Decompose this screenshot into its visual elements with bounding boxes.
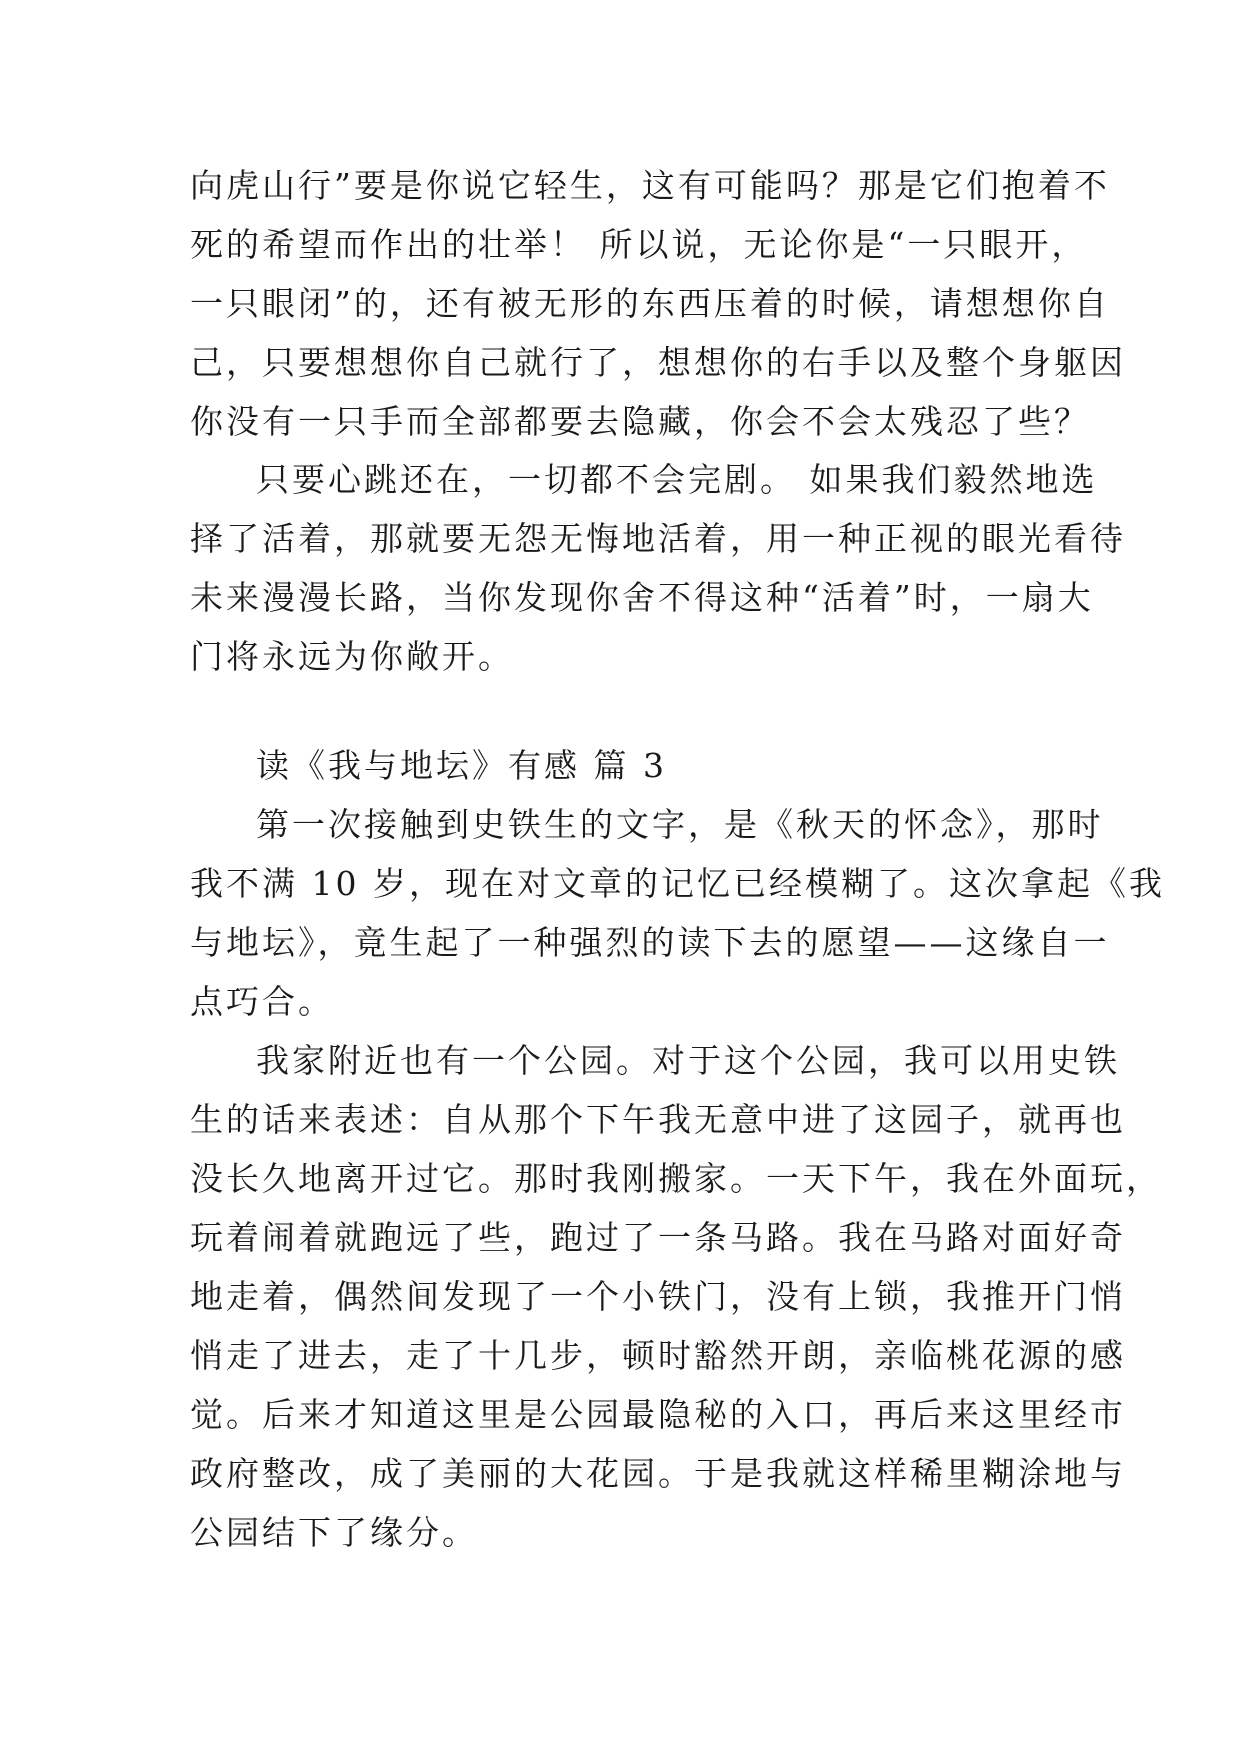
paragraph-line: 玩着闹着就跑远了些，跑过了一条马路。我在马路对面好奇	[190, 1218, 1126, 1257]
paragraph-line: 觉。后来才知道这里是公园最隐秘的入口，再后来这里经市	[190, 1395, 1126, 1434]
paragraph-line: 没长久地离开过它。那时我刚搬家。一天下午，我在外面玩，	[190, 1159, 1162, 1198]
paragraph-line: 我家附近也有一个公园。对于这个公园，我可以用史铁	[256, 1041, 1120, 1080]
paragraph-line: 未来漫漫长路，当你发现你舍不得这种“活着”时，一扇大	[190, 578, 1094, 617]
section	[190, 736, 1165, 1031]
paragraph-line: 点巧合。	[190, 982, 334, 1021]
paragraph-line: 死的希望而作出的壮举！ 所以说，无论你是“一只眼开，	[190, 225, 1088, 264]
paragraph-continuation	[190, 156, 1126, 451]
paragraph-line: 己，只要想想你自己就行了，想想你的右手以及整个身躯因	[190, 343, 1126, 382]
paragraph-line: 与地坛》，竟生起了一种强烈的读下去的愿望——这缘自一	[190, 923, 1110, 962]
paragraph-line: 悄走了进去，走了十几步，顿时豁然开朗，亲临桃花源的感	[190, 1336, 1126, 1375]
paragraph	[190, 450, 1126, 686]
section-heading: 读《我与地坛》有感 篇 3	[256, 746, 667, 785]
paragraph-line: 一只眼闭”的，还有被无形的东西压着的时候，请想想你自	[190, 284, 1110, 323]
paragraph	[190, 1031, 1162, 1562]
paragraph-line: 公园结下了缘分。	[190, 1513, 478, 1552]
paragraph-line: 门将永远为你敞开。	[190, 637, 514, 676]
paragraph-line: 政府整改，成了美丽的大花园。于是我就这样稀里糊涂地与	[190, 1454, 1126, 1493]
paragraph-line: 地走着，偶然间发现了一个小铁门，没有上锁，我推开门悄	[190, 1277, 1126, 1316]
paragraph-line: 择了活着，那就要无怨无悔地活着，用一种正视的眼光看待	[190, 519, 1126, 558]
paragraph-line: 生的话来表述：自从那个下午我无意中进了这园子，就再也	[190, 1100, 1126, 1139]
paragraph-line: 向虎山行”要是你说它轻生，这有可能吗？那是它们抱着不	[190, 166, 1110, 205]
paragraph-line: 我不满 10 岁，现在对文章的记忆已经模糊了。这次拿起《我	[190, 864, 1165, 903]
paragraph-line: 只要心跳还在，一切都不会完剧。 如果我们毅然地选	[256, 460, 1098, 499]
paragraph-line: 你没有一只手而全部都要去隐藏，你会不会太残忍了些？	[190, 402, 1090, 441]
paragraph-line: 第一次接触到史铁生的文字，是《秋天的怀念》，那时	[256, 805, 1104, 844]
